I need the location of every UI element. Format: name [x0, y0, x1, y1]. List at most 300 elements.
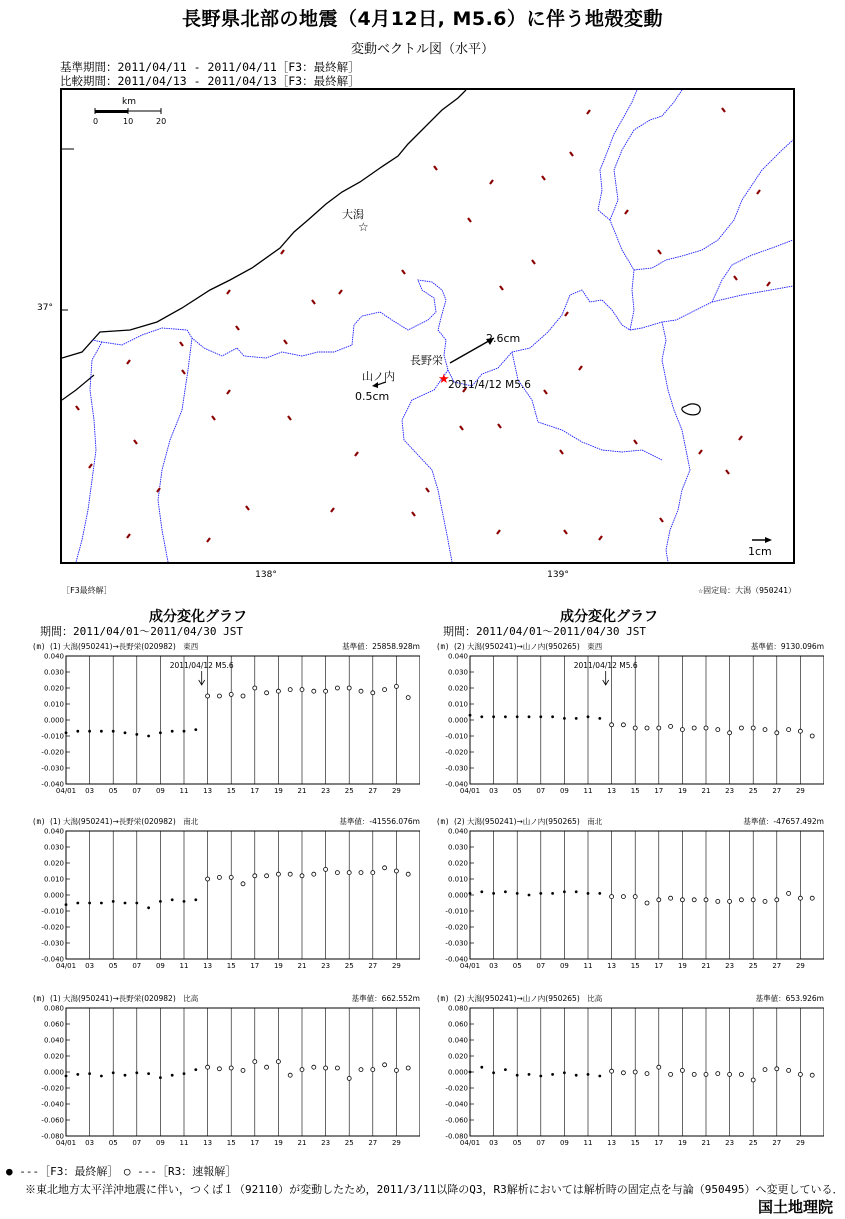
r3-point — [265, 874, 269, 878]
x-tick-label: 27 — [368, 962, 378, 970]
graph-title-left: 成分変化グラフ — [149, 609, 247, 625]
chart-unit: (m) — [32, 994, 46, 1003]
r3-point — [312, 1065, 316, 1069]
x-tick-label: 19 — [677, 962, 687, 970]
agency-name: 国土地理院 — [758, 1198, 834, 1216]
y-tick-label: -0.040 — [41, 780, 64, 789]
x-tick-label: 11 — [179, 1139, 189, 1147]
f3-point — [528, 1073, 531, 1076]
f3-point — [598, 892, 601, 895]
y-tick-label: 0.000 — [447, 716, 468, 725]
x-tick-label: 27 — [772, 1139, 782, 1147]
x-tick-label: 09 — [559, 787, 569, 795]
x-tick-label: 15 — [226, 1139, 236, 1147]
chart-panel — [30, 640, 420, 804]
x-tick-label: 03 — [489, 1139, 499, 1147]
y-tick-label: 0.000 — [43, 891, 64, 900]
r3-point — [810, 1073, 814, 1077]
y-tick-label: -0.080 — [445, 1132, 468, 1141]
y-tick-label: -0.010 — [41, 907, 64, 916]
x-tick-label: 04/01 — [459, 1139, 481, 1147]
y-tick-label: 0.020 — [43, 1052, 64, 1061]
epicenter-star-icon: ★ — [438, 372, 450, 387]
station-vector — [658, 250, 661, 254]
r3-point — [335, 686, 339, 690]
chart-panel — [434, 815, 824, 979]
r3-point — [669, 1072, 673, 1076]
f3-point — [135, 902, 138, 905]
x-tick-label: 07 — [132, 962, 142, 970]
station-vector — [544, 390, 547, 394]
x-tick-label: 05 — [108, 787, 118, 795]
r3-point — [704, 1072, 708, 1076]
x-tick-label: 19 — [273, 787, 283, 795]
f3-point — [563, 890, 566, 893]
x-tick-label: 29 — [391, 962, 401, 970]
y-tick-label: 0.040 — [447, 827, 468, 836]
place-ohgata: 大潟 — [342, 208, 364, 221]
x-tick-label: 15 — [630, 962, 640, 970]
x-tick-label: 23 — [725, 1139, 735, 1147]
r3-point — [335, 1066, 339, 1070]
f3-point — [147, 906, 150, 909]
r3-point — [751, 726, 755, 730]
x-tick-label: 03 — [489, 962, 499, 970]
f3-point — [539, 715, 542, 718]
r3-point — [787, 891, 791, 895]
r3-point — [253, 1060, 257, 1064]
f3-point — [551, 892, 554, 895]
x-tick-label: 09 — [559, 962, 569, 970]
r3-point — [751, 1078, 755, 1082]
r3-point — [633, 726, 637, 730]
r3-point — [798, 896, 802, 900]
f3-point — [492, 892, 495, 895]
chart-unit: (m) — [32, 642, 46, 651]
r3-point — [300, 874, 304, 878]
scale-vector-label: 1cm — [748, 545, 772, 558]
fixed-station-star-icon: ☆ — [358, 220, 369, 234]
x-tick-label: 25 — [748, 962, 758, 970]
plot-frame — [470, 831, 824, 959]
r3-point — [610, 1069, 614, 1073]
x-tick-label: 13 — [607, 787, 617, 795]
station-vector — [331, 508, 334, 512]
r3-point — [787, 1068, 791, 1072]
x-tick-label: 21 — [297, 787, 307, 795]
r3-point — [728, 731, 732, 735]
x-tick-label: 27 — [368, 1139, 378, 1147]
station-vector — [182, 370, 185, 374]
y-tick-label: -0.040 — [445, 780, 468, 789]
station-vector — [564, 530, 567, 534]
y-tick-label: -0.020 — [445, 748, 468, 757]
x-tick-label: 04/01 — [459, 787, 481, 795]
f3-point — [183, 900, 186, 903]
chart-panel — [30, 815, 420, 979]
station-vector — [212, 416, 215, 420]
station-vector — [579, 366, 582, 370]
y-tick-label: 0.030 — [43, 843, 64, 852]
r3-point — [253, 874, 257, 878]
r3-point — [394, 1068, 398, 1072]
r3-point — [276, 689, 280, 693]
r3-point — [680, 898, 684, 902]
r3-point — [692, 726, 696, 730]
station-vector — [134, 440, 137, 444]
x-tick-label: 21 — [701, 962, 711, 970]
y-tick-label: -0.010 — [41, 732, 64, 741]
r3-point — [335, 871, 339, 875]
y-tick-label: 0.030 — [447, 843, 468, 852]
x-tick-label: 11 — [179, 787, 189, 795]
x-tick-label: 09 — [155, 1139, 165, 1147]
f3-point — [112, 900, 115, 903]
r3-point — [347, 686, 351, 690]
r3-point — [680, 728, 684, 732]
x-tick-label: 09 — [559, 1139, 569, 1147]
station-vector — [246, 506, 249, 510]
component-chart — [30, 815, 420, 975]
station-vector — [288, 416, 291, 420]
r3-point — [810, 896, 814, 900]
r3-point — [645, 726, 649, 730]
chart-base-value: 基準値：662.552m — [351, 994, 420, 1003]
x-tick-label: 19 — [677, 1139, 687, 1147]
x-tick-label: 17 — [250, 962, 260, 970]
f3-point — [171, 1074, 174, 1077]
component-chart — [434, 992, 824, 1152]
f3-point — [587, 715, 590, 718]
r3-point — [371, 871, 375, 875]
x-tick-label: 27 — [772, 787, 782, 795]
r3-point — [300, 1068, 304, 1072]
y-tick-label: -0.030 — [41, 764, 64, 773]
r3-point — [406, 696, 410, 700]
station-vector — [227, 390, 230, 394]
f3-point — [171, 730, 174, 733]
r3-point — [406, 1066, 410, 1070]
page-title: 長野県北部の地震（4月12日, M5.6）に伴う地殻変動 — [181, 8, 664, 30]
f3-point — [88, 730, 91, 733]
x-tick-label: 19 — [677, 787, 687, 795]
y-tick-label: -0.020 — [41, 748, 64, 757]
r3-point — [300, 688, 304, 692]
r3-point — [312, 872, 316, 876]
f3-point — [147, 1072, 150, 1075]
r3-point — [217, 1067, 221, 1071]
x-tick-label: 17 — [250, 787, 260, 795]
y-tick-label: -0.010 — [445, 907, 468, 916]
r3-point — [406, 872, 410, 876]
chart-base-value: 基準値：-41556.076m — [339, 817, 420, 826]
r3-point — [253, 686, 257, 690]
comparison-period: 比較期間：2011/04/13 - 2011/04/13［F3：最終解］ — [60, 74, 360, 88]
y-tick-label: -0.020 — [41, 923, 64, 932]
scale-unit: km — [122, 97, 136, 107]
y-tick-label: -0.040 — [41, 955, 64, 964]
x-tick-label: 21 — [297, 1139, 307, 1147]
r3-point — [217, 694, 221, 698]
r3-point — [798, 1072, 802, 1076]
r3-point — [739, 1072, 743, 1076]
r3-point — [669, 896, 673, 900]
station-vector — [565, 312, 568, 316]
graph-period-left: 期間：2011/04/01～2011/04/30 JST — [40, 625, 243, 638]
f3-point — [159, 1076, 162, 1079]
y-tick-label: 0.080 — [43, 1004, 64, 1013]
r3-point — [704, 726, 708, 730]
quake-label: 2011/4/12 M5.6 — [448, 379, 531, 391]
station-vector — [498, 424, 501, 428]
f3-point — [551, 1073, 554, 1076]
x-tick-label: 23 — [725, 787, 735, 795]
y-tick-label: 0.010 — [447, 875, 468, 884]
x-tick-label: 29 — [795, 787, 805, 795]
y-tick-label: 0.060 — [447, 1020, 468, 1029]
r3-point — [383, 688, 387, 692]
x-tick-label: 03 — [85, 962, 95, 970]
x-tick-label: 07 — [536, 1139, 546, 1147]
r3-point — [763, 899, 767, 903]
f3-point — [124, 1074, 127, 1077]
station-vector — [426, 488, 429, 492]
station-vector — [339, 290, 342, 294]
f3-point — [76, 730, 79, 733]
r3-point — [288, 872, 292, 876]
station-vector — [490, 180, 493, 184]
station-vector — [355, 452, 358, 456]
r3-point — [359, 1068, 363, 1072]
f3-point — [516, 1074, 519, 1077]
chart-title: (1) 大潟(950241)→長野栄(020982) 東西 — [50, 642, 199, 651]
f3-point — [528, 894, 531, 897]
station-vector — [402, 270, 405, 274]
r3-point — [610, 895, 614, 899]
y-tick-label: 0.000 — [447, 1068, 468, 1077]
y-tick-label: 0.000 — [43, 1068, 64, 1077]
f3-point — [76, 1073, 79, 1076]
r3-point — [775, 1067, 779, 1071]
chart-title: (2) 大潟(950241)→山ノ内(950265) 東西 — [454, 642, 603, 651]
y-tick-label: 0.040 — [447, 1036, 468, 1045]
plot-frame — [66, 656, 420, 784]
y-tick-label: -0.040 — [41, 1100, 64, 1109]
f3-point — [598, 1075, 601, 1078]
station-vector — [560, 450, 563, 454]
r3-point — [359, 689, 363, 693]
r3-point — [657, 898, 661, 902]
f3-point — [504, 890, 507, 893]
y-tick-label: -0.080 — [41, 1132, 64, 1141]
f3-point — [65, 1075, 68, 1078]
r3-point — [324, 689, 328, 693]
x-tick-label: 27 — [368, 787, 378, 795]
r3-point — [621, 723, 625, 727]
chart-base-value: 基準値：-47657.492m — [743, 817, 824, 826]
f3-point — [528, 715, 531, 718]
x-tick-label: 05 — [108, 962, 118, 970]
f3-point — [135, 1071, 138, 1074]
f3-point — [551, 715, 554, 718]
component-chart — [30, 992, 420, 1152]
chart-base-value: 基準値：653.926m — [755, 994, 824, 1003]
x-tick-label: 11 — [179, 962, 189, 970]
component-chart — [434, 640, 824, 800]
x-tick-label: 25 — [344, 1139, 354, 1147]
chart-base-value: 基準値：25858.928m — [342, 642, 420, 651]
map-footer-right: ☆固定局：大潟（950241） — [698, 586, 796, 595]
graph-period-right: 期間：2011/04/01～2011/04/30 JST — [443, 625, 646, 638]
r3-point — [241, 882, 245, 886]
legend: ● ---［F3：最終解］ ○ ---［R3：速報解］ — [6, 1165, 237, 1178]
station-vector — [500, 286, 503, 290]
y-tick-label: 0.060 — [43, 1020, 64, 1029]
r3-point — [716, 728, 720, 732]
component-chart — [30, 640, 420, 800]
f3-point — [124, 902, 127, 905]
station-vector — [236, 326, 239, 330]
station-vector — [127, 360, 130, 364]
x-tick-label: 13 — [203, 962, 213, 970]
x-tick-label: 15 — [630, 787, 640, 795]
r3-point — [621, 1071, 625, 1075]
y-tick-label: 0.020 — [447, 684, 468, 693]
r3-point — [763, 728, 767, 732]
x-tick-label: 11 — [583, 1139, 593, 1147]
f3-point — [480, 890, 483, 893]
f3-point — [480, 1066, 483, 1069]
x-tick-label: 04/01 — [459, 962, 481, 970]
r3-point — [229, 692, 233, 696]
x-tick-label: 19 — [273, 1139, 283, 1147]
map-footer-left: ［F3最終解］ — [62, 586, 112, 595]
station-vector — [699, 450, 702, 454]
x-tick-label: 17 — [654, 1139, 664, 1147]
x-tick-label: 13 — [203, 787, 213, 795]
r3-point — [383, 866, 387, 870]
f3-point — [539, 1075, 542, 1078]
f3-point — [112, 1071, 115, 1074]
station-vector — [542, 176, 545, 180]
f3-point — [469, 892, 472, 895]
station-vector — [207, 538, 210, 542]
f3-point — [598, 717, 601, 720]
r3-point — [324, 867, 328, 871]
r3-point — [763, 1068, 767, 1072]
y-tick-label: -0.030 — [41, 939, 64, 948]
r3-point — [692, 898, 696, 902]
r3-point — [383, 1063, 387, 1067]
chart-title: (1) 大潟(950241)→長野栄(020982) 南北 — [50, 817, 199, 826]
y-tick-label: -0.020 — [41, 1084, 64, 1093]
r3-point — [394, 869, 398, 873]
station-vector — [734, 276, 737, 280]
f3-point — [516, 892, 519, 895]
f3-point — [65, 903, 68, 906]
scale-tick: 20 — [156, 117, 167, 126]
f3-point — [504, 715, 507, 718]
f3-point — [100, 902, 103, 905]
y-tick-label: 0.080 — [447, 1004, 468, 1013]
f3-point — [100, 730, 103, 733]
y-tick-label: -0.020 — [445, 923, 468, 932]
r3-point — [787, 728, 791, 732]
f3-point — [194, 728, 197, 731]
f3-point — [469, 714, 472, 717]
lon-label: 139° — [547, 570, 569, 580]
x-tick-label: 15 — [226, 787, 236, 795]
f3-point — [124, 731, 127, 734]
f3-point — [183, 730, 186, 733]
f3-point — [504, 1068, 507, 1071]
x-tick-label: 05 — [512, 962, 522, 970]
r3-point — [276, 1060, 280, 1064]
x-tick-label: 15 — [630, 1139, 640, 1147]
map-subtitle: 変動ベクトル図（水平） — [350, 42, 494, 57]
f3-point — [575, 890, 578, 893]
station-vector — [757, 190, 760, 194]
x-tick-label: 29 — [391, 787, 401, 795]
f3-point — [480, 715, 483, 718]
r3-point — [265, 1065, 269, 1069]
r3-point — [680, 1068, 684, 1072]
y-tick-label: 0.040 — [43, 1036, 64, 1045]
y-tick-label: -0.020 — [445, 1084, 468, 1093]
x-tick-label: 05 — [108, 1139, 118, 1147]
f3-point — [587, 1073, 590, 1076]
x-tick-label: 07 — [536, 962, 546, 970]
plot-frame — [66, 831, 420, 959]
chart-panel — [30, 992, 420, 1156]
y-tick-label: 0.000 — [447, 891, 468, 900]
r3-point — [704, 898, 708, 902]
r3-point — [312, 689, 316, 693]
x-tick-label: 05 — [512, 787, 522, 795]
r3-point — [359, 871, 363, 875]
x-tick-label: 29 — [391, 1139, 401, 1147]
station-vector — [726, 470, 729, 474]
footnote: ※東北地方太平洋沖地震に伴い，つくば１（92110）が変動したため，2011/3/11以降のQ3，R3解析においては解析時の固定点を与論（950495）へ変更している． — [25, 1183, 844, 1196]
r3-point — [645, 901, 649, 905]
x-tick-label: 29 — [795, 962, 805, 970]
f3-point — [88, 902, 91, 905]
r3-point — [371, 691, 375, 695]
chart-title: (2) 大潟(950241)→山ノ内(950265) 南北 — [454, 817, 603, 826]
f3-point — [112, 730, 115, 733]
x-tick-label: 19 — [273, 962, 283, 970]
station-vector — [281, 250, 284, 254]
coastline — [62, 90, 466, 358]
x-tick-label: 09 — [155, 962, 165, 970]
y-tick-label: 0.030 — [447, 668, 468, 677]
y-tick-label: 0.010 — [447, 700, 468, 709]
r3-point — [347, 871, 351, 875]
r3-point — [692, 1072, 696, 1076]
f3-point — [492, 715, 495, 718]
vector-yamanouchi-label: 0.5cm — [355, 390, 390, 403]
r3-point — [775, 731, 779, 735]
station-vector — [625, 210, 628, 214]
chart-title: (1) 大潟(950241)→長野栄(020982) 比高 — [50, 994, 199, 1003]
station-vector — [497, 530, 500, 534]
f3-point — [147, 735, 150, 738]
quake-annotation: 2011/04/12 M5.6 — [573, 661, 638, 670]
y-tick-label: 0.020 — [43, 684, 64, 693]
r3-point — [371, 1068, 375, 1072]
x-tick-label: 13 — [607, 1139, 617, 1147]
station-vector — [180, 342, 183, 346]
